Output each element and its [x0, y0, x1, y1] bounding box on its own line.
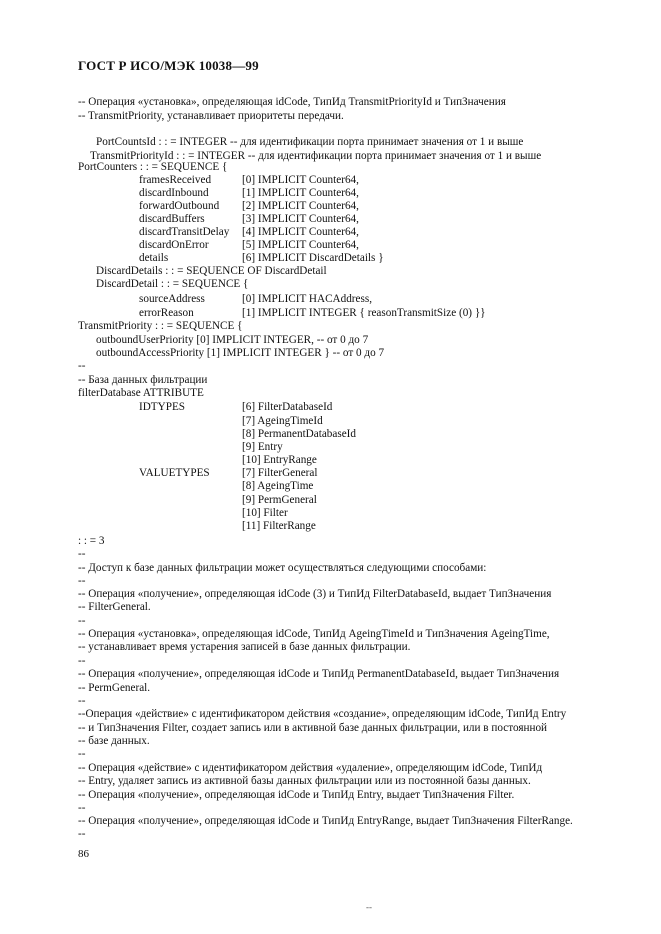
attribute-item: [8] PermanentDatabaseId: [242, 428, 356, 440]
text-line: -- и ТипЗначения Filter, создает запись или в активной базе данных фильтрации, или в постоянной: [78, 722, 548, 734]
text-line: PortCounters : : = SEQUENCE {: [78, 161, 228, 173]
text-line: DiscardDetail : : = SEQUENCE {: [96, 278, 249, 290]
field-name: discardInbound: [139, 187, 209, 199]
field-name: framesReceived: [139, 174, 212, 186]
text-line: -- FilterGeneral.: [78, 601, 151, 613]
attribute-item: [9] PermGeneral: [242, 494, 317, 506]
text-line: outboundUserPriority [0] IMPLICIT INTEGER, -- от 0 до 7: [96, 334, 369, 346]
text-line: filterDatabase ATTRIBUTE: [78, 387, 204, 399]
text-line: --: [78, 828, 86, 840]
attribute-item: [10] EntryRange: [242, 454, 317, 466]
attribute-item: [11] FilterRange: [242, 520, 316, 532]
field-name: details: [139, 252, 169, 264]
page-number: 86: [78, 848, 89, 860]
text-line: -- Операция «получение», определяющая idCode и ТипИд Entry, выдает ТипЗначения Filter.: [78, 789, 515, 801]
text-line: --: [78, 655, 86, 667]
text-line: -- Операция «действие» с идентификатором действия «удаление», определяющим idCode, ТипИд: [78, 762, 543, 774]
text-line: outboundAccessPriority [1] IMPLICIT INTEGER } -- от 0 до 7: [96, 347, 385, 359]
text-line: -- Операция «получение», определяющая idCode и ТипИд EntryRange, выдает ТипЗначения FilterRange.: [78, 815, 573, 827]
text-line: : : = 3: [78, 535, 105, 547]
field-name: discardTransitDelay: [139, 226, 230, 238]
text-line: -- Операция «установка», определяющая idCode, ТипИд TransmitPriorityId и ТипЗначения: [78, 96, 506, 108]
field-type: [0] IMPLICIT Counter64,: [242, 174, 359, 186]
field-type: [3] IMPLICIT Counter64,: [242, 213, 359, 225]
field-type: [0] IMPLICIT HACAddress,: [242, 293, 372, 305]
text-line: -- Доступ к базе данных фильтрации может осуществляться следующими способами:: [78, 562, 487, 574]
text-line: -- TransmitPriority, устанавливает приоритеты передачи.: [78, 110, 344, 122]
field-name: sourceAddress: [139, 293, 205, 305]
text-line: --: [78, 360, 86, 372]
text-line: TransmitPriority : : = SEQUENCE {: [78, 320, 243, 332]
text-line: PortCountsId : : = INTEGER -- для идентификации порта принимает значения от 1 и выше: [96, 136, 524, 148]
field-type: [1] IMPLICIT INTEGER { reasonTransmitSize (0) }}: [242, 307, 486, 319]
field-name: forwardOutbound: [139, 200, 220, 212]
field-type: [6] IMPLICIT DiscardDetails }: [242, 252, 384, 264]
field-type: [2] IMPLICIT Counter64,: [242, 200, 359, 212]
field-type: [1] IMPLICIT Counter64,: [242, 187, 359, 199]
attribute-item: [6] FilterDatabaseId: [242, 401, 333, 413]
attribute-item: [9] Entry: [242, 441, 283, 453]
attribute-label: VALUETYPES: [139, 467, 210, 479]
field-name: discardBuffers: [139, 213, 205, 225]
field-type: [5] IMPLICIT Counter64,: [242, 239, 359, 251]
attribute-item: [7] FilterGeneral: [242, 467, 318, 479]
text-line: -- Операция «установка», определяющая idCode, ТипИд AgeingTimeId и ТипЗначения AgeingTime,: [78, 628, 550, 640]
text-line: --: [78, 575, 86, 587]
text-line: --Операция «действие» с идентификатором действия «создание», определяющим idCode, ТипИд Entry: [78, 708, 567, 720]
text-line: --: [78, 695, 86, 707]
attribute-item: [10] Filter: [242, 507, 288, 519]
text-line: --: [78, 802, 86, 814]
attribute-item: [8] AgeingTime: [242, 480, 314, 492]
text-line: -- базе данных.: [78, 735, 150, 747]
bottom-mark: --: [366, 902, 372, 912]
attribute-label: IDTYPES: [139, 401, 185, 413]
text-line: -- База данных фильтрации: [78, 374, 208, 386]
page-header: ГОСТ Р ИСО/МЭК 10038—99: [78, 58, 259, 73]
text-line: -- Операция «получение», определяющая idCode (3) и ТипИд FilterDatabaseId, выдает ТипЗначения: [78, 588, 552, 600]
attribute-item: [7] AgeingTimeId: [242, 415, 323, 427]
text-line: --: [78, 748, 86, 760]
field-name: errorReason: [139, 307, 194, 319]
field-type: [4] IMPLICIT Counter64,: [242, 226, 359, 238]
text-line: TransmitPriorityId : : = INTEGER -- для идентификации порта принимает значения от 1 и выше: [90, 150, 542, 162]
text-line: DiscardDetails : : = SEQUENCE OF DiscardDetail: [96, 265, 327, 277]
text-line: --: [78, 615, 86, 627]
text-line: -- устанавливает время устарения записей в базе данных фильтрации.: [78, 641, 411, 653]
text-line: --: [78, 548, 86, 560]
text-line: -- PermGeneral.: [78, 682, 151, 694]
field-name: discardOnError: [139, 239, 209, 251]
text-line: -- Entry, удаляет запись из активной базы данных фильтрации или из постоянной базы данных.: [78, 775, 531, 787]
text-line: -- Операция «получение», определяющая idCode и ТипИд PermanentDatabaseId, выдает ТипЗначения: [78, 668, 560, 680]
